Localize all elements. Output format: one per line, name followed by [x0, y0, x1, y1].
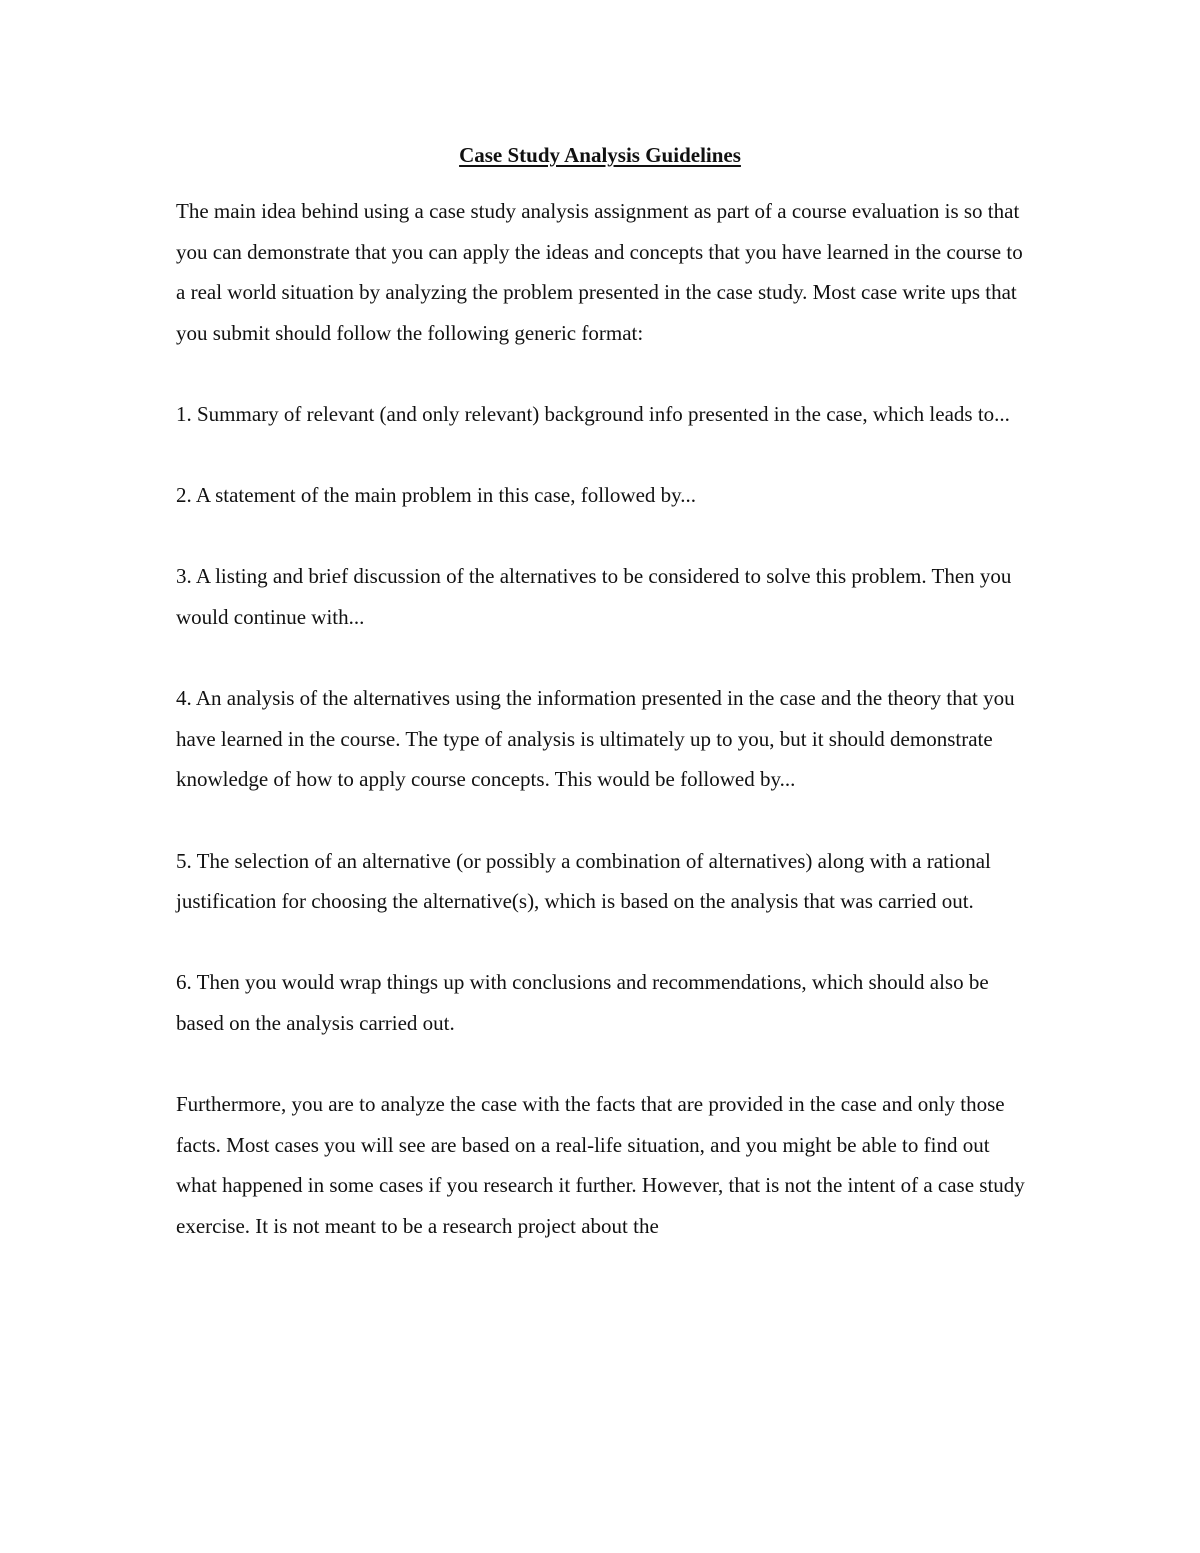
closing-paragraph: Furthermore, you are to analyze the case with the facts that are provided in the case and only those facts. Most cases you will see are based on a real-life situation, and you might be able to find out what happened in some cases if you research it further. However, that is not the intent of a case study exercise. It is not meant to be a research project about the [176, 1092, 1025, 1238]
list-item-1: 1. Summary of relevant (and only relevant) background info presented in the case, which leads to... [176, 401, 1010, 426]
intro-paragraph: The main idea behind using a case study analysis assignment as part of a course evaluation is so that you can demonstrate that you can apply the ideas and concepts that you have learned in the course to a real world situation by analyzing the problem presented in the case study. Most case write ups that you submit should follow the following generic format: [176, 199, 1023, 345]
list-item-5: 5. The selection of an alternative (or possibly a combination of alternatives) along with a rational justification for choosing the alternative(s), which is based on the analysis that was carried out. [176, 848, 991, 914]
list-item-2: 2. A statement of the main problem in this case, followed by... [176, 483, 697, 508]
document-title: Case Study Analysis Guidelines [459, 143, 741, 167]
document-body [176, 191, 1026, 1287]
list-item-4: 4. An analysis of the alternatives using the information presented in the case and the theory that you have learned in the course. The type of analysis is ultimately up to you, but it should demonstrate knowledge of how to apply course concepts. This would be followed by... [176, 686, 1015, 792]
list-item-6: 6. Then you would wrap things up with conclusions and recommendations, which should also be based on the analysis carried out. [176, 970, 989, 1035]
list-item-3: 3. A listing and brief discussion of the alternatives to be considered to solve this problem. Then you would continue with... [176, 564, 1012, 629]
